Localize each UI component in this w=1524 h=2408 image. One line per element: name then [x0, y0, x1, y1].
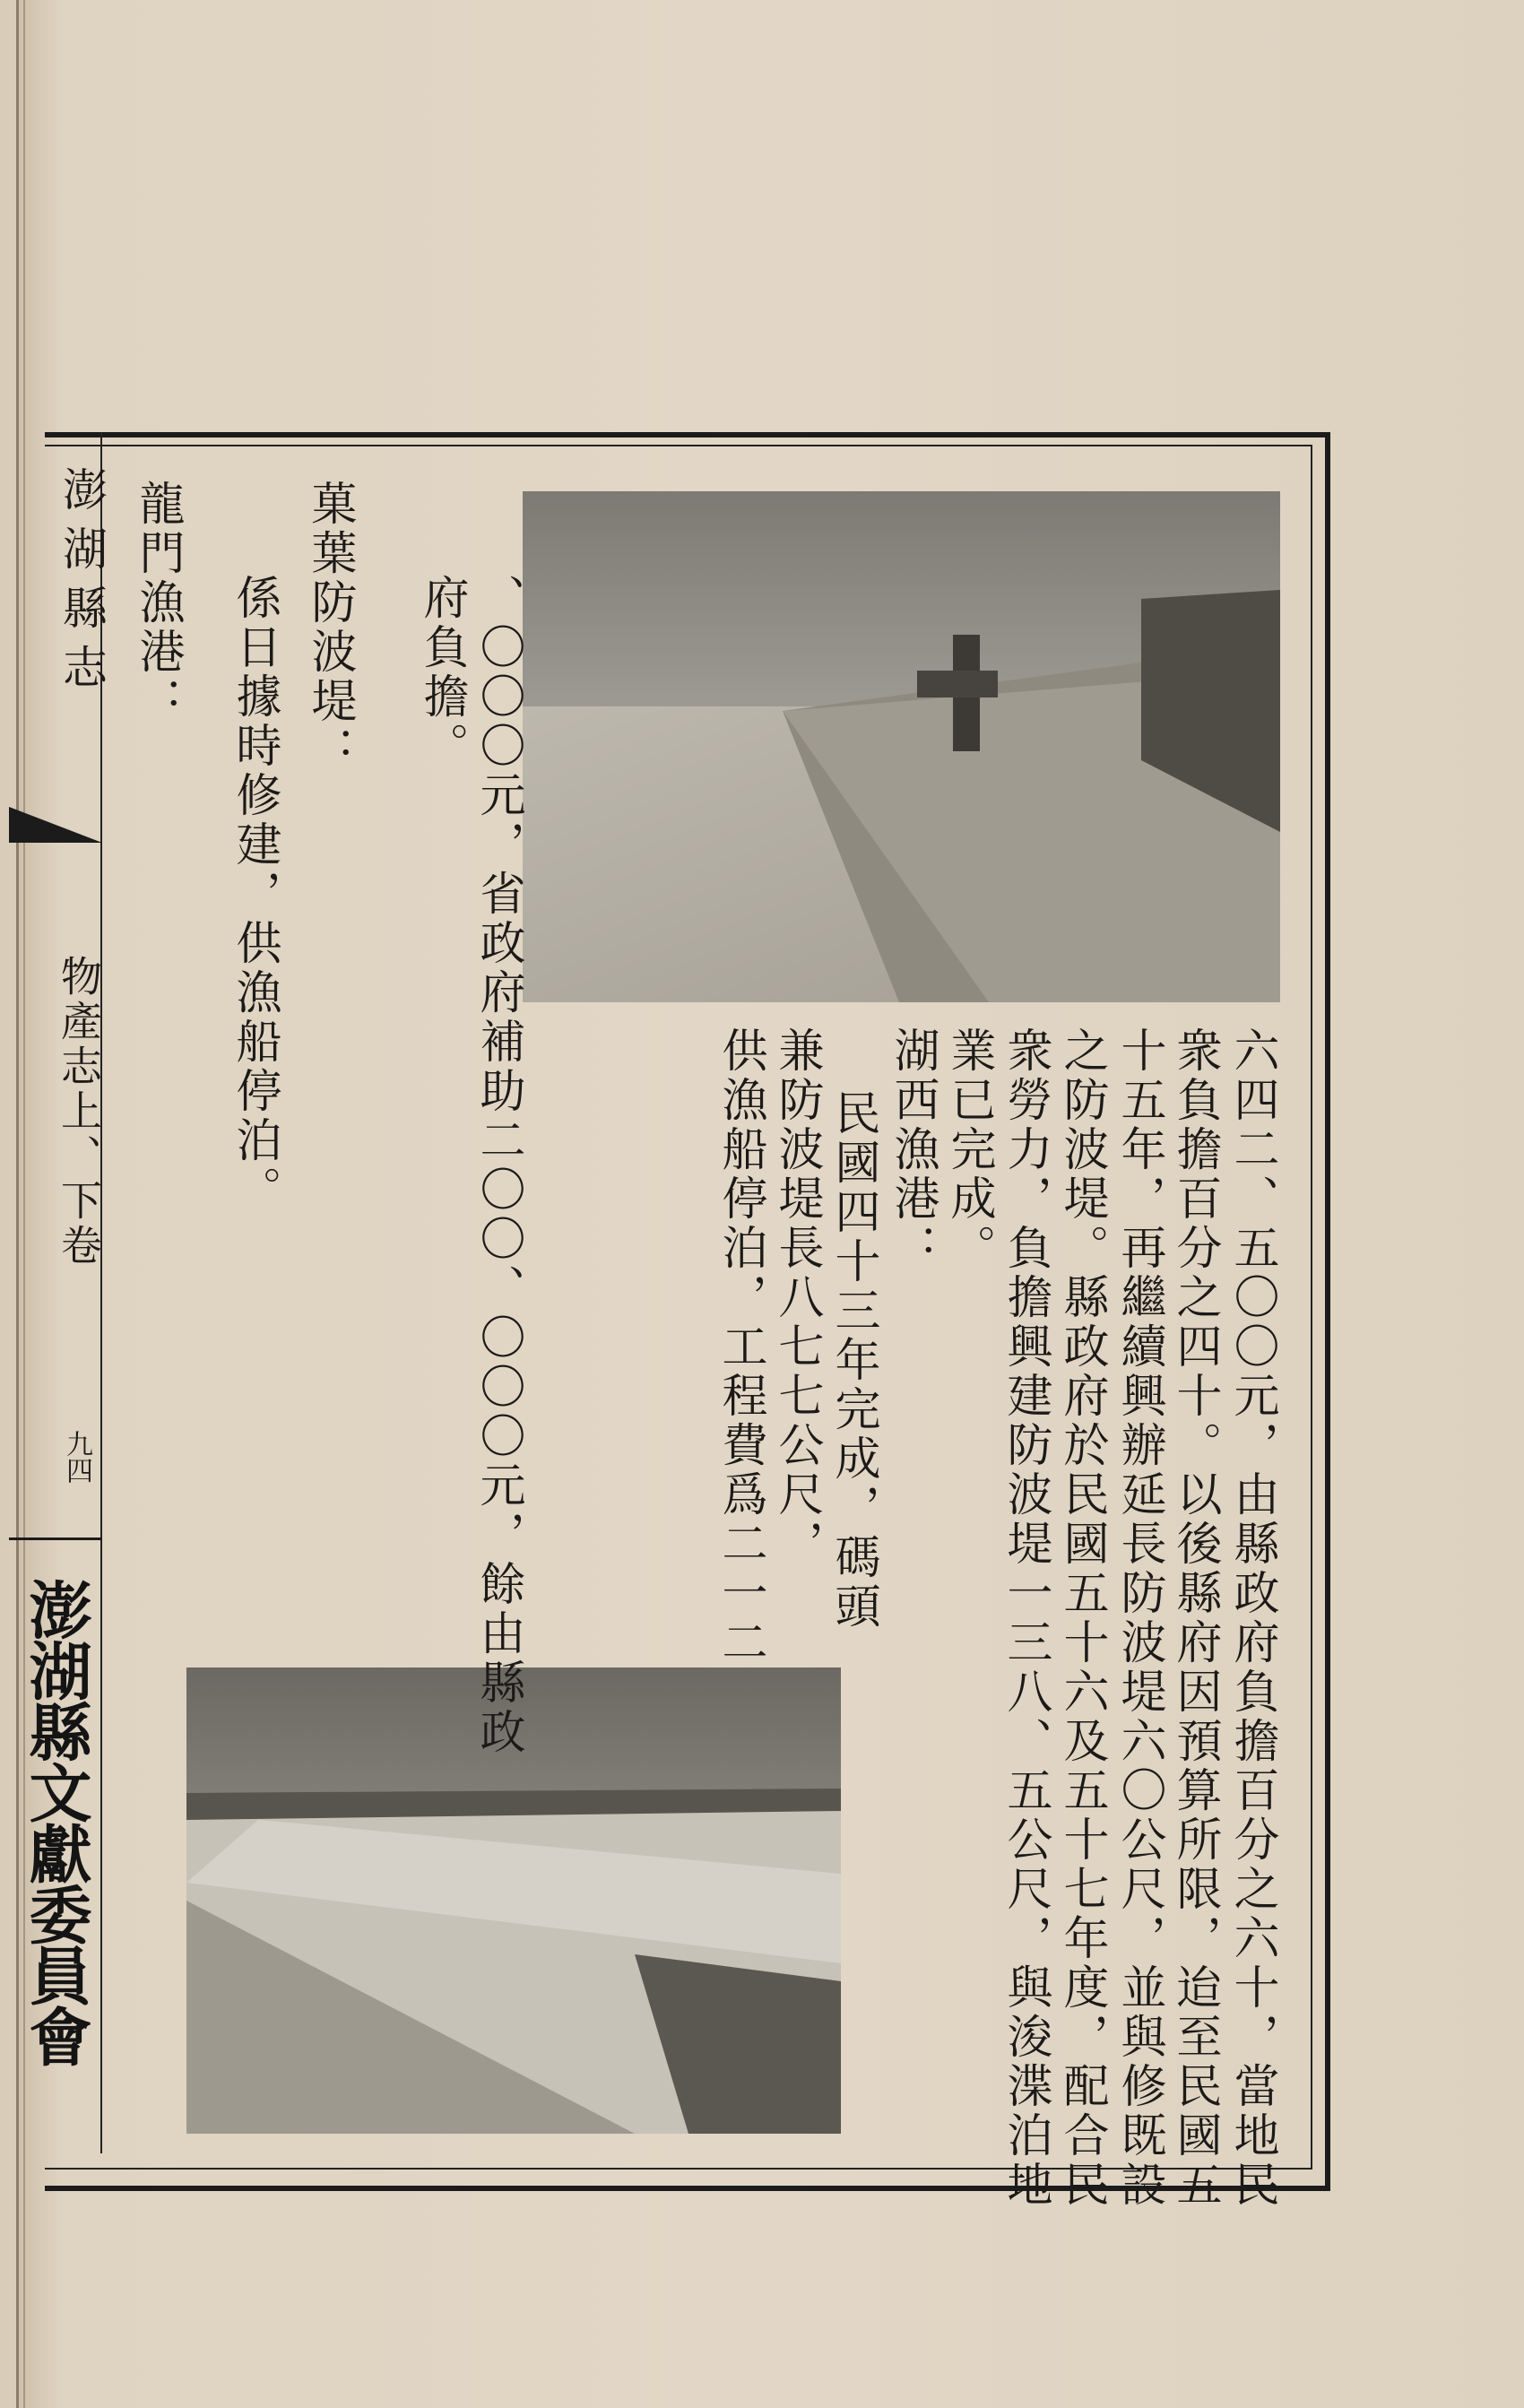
section-heading: 湖西漁港： — [886, 1026, 939, 1273]
section-heading: 菓葉防波堤： — [303, 480, 356, 775]
text-column: 兼防波堤長八七七公尺， — [770, 1026, 823, 1569]
text-column: 衆負擔百分之四十。以後縣府因預算所限，迨至民國五 — [1168, 1026, 1221, 2210]
chapter-title: 物產志上、下卷 — [55, 955, 103, 1269]
text-column: 、〇〇〇元，省政府補助二〇〇、〇〇〇元，餘由縣政 — [472, 574, 524, 1757]
publisher-name: 澎湖縣文獻委員會 — [19, 1578, 93, 2066]
text-column: 民國四十三年完成，碼頭 — [827, 1089, 879, 1632]
text-column: 府負擔。 — [415, 574, 468, 771]
text-column: 十五年，再繼續興辦延長防波堤六〇公尺，並與修既設 — [1113, 1026, 1165, 2210]
text-column: 係日據時修建，供漁船停泊。 — [228, 574, 281, 1215]
page-number: 九四 — [61, 1430, 92, 1484]
text-column: 之防波堤。縣政府於民國五十六及五十七年度，配合民 — [1055, 1026, 1108, 2210]
text-column: 業已完成。 — [942, 1026, 995, 1273]
spine-wedge-mark — [9, 807, 102, 843]
spine-rule — [9, 1537, 102, 1540]
text-column: 供漁船停泊，工程費爲二一二 — [714, 1026, 766, 1667]
section-heading: 龍門漁港： — [131, 480, 184, 726]
text-column: 衆勞力，負擔興建防波堤一三八、五公尺，與浚渫泊地 — [999, 1026, 1052, 2210]
text-column: 六四二、五〇〇元，由縣政府負擔百分之六十，當地民 — [1225, 1026, 1278, 2210]
book-title: 澎湖縣志 — [56, 466, 108, 703]
photo-breakwater — [523, 491, 1280, 1002]
